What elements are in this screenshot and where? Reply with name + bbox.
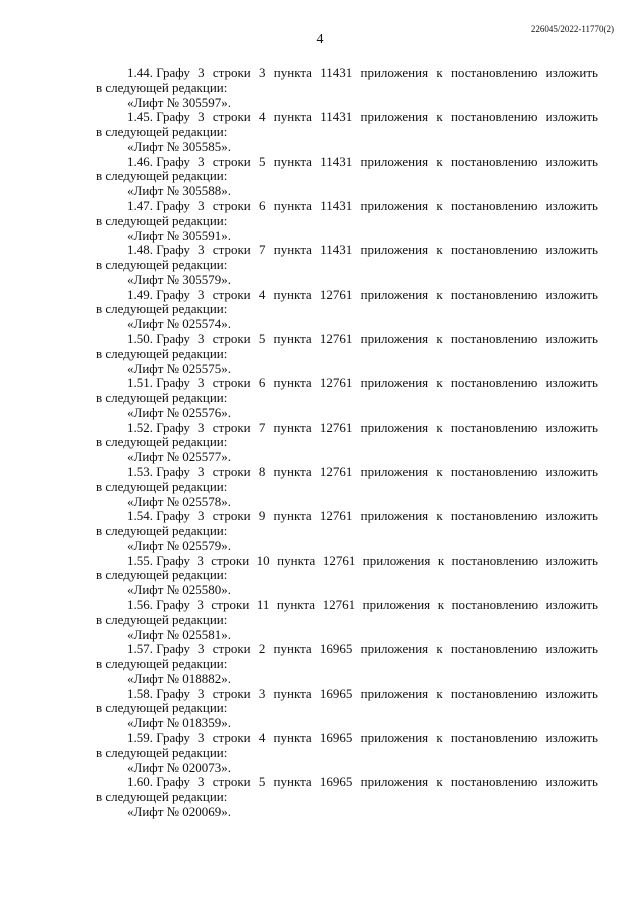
amendment-item: [96, 332, 598, 376]
amendment-word: 1.54. Графу: [127, 508, 190, 524]
amendment-word: приложения: [360, 109, 429, 125]
amendment-first-line: [96, 66, 598, 81]
amendment-word: постановлению: [450, 242, 538, 258]
amendment-first-line: [96, 465, 598, 480]
amendment-word: 3: [198, 197, 205, 213]
amendment-new-value: «Лифт № 025578».: [127, 493, 232, 509]
amendment-continuation: в следующей редакции:: [96, 567, 228, 583]
amendment-word: 12761: [319, 463, 353, 479]
amendment-new-value: «Лифт № 305597».: [127, 94, 232, 110]
amendment-first-line: [96, 509, 598, 524]
amendment-new-value: «Лифт № 305591».: [127, 227, 232, 243]
amendment-word: к: [437, 552, 445, 568]
amendment-word: 11431: [320, 153, 353, 169]
amendment-word: 11431: [320, 242, 353, 258]
amendment-word: приложения: [360, 685, 429, 701]
amendment-word: строки: [211, 596, 250, 612]
amendment-word: 11431: [320, 65, 353, 80]
amendment-word: приложения: [360, 774, 429, 790]
amendment-word: приложения: [360, 153, 429, 169]
amendment-word: пункта: [273, 419, 312, 435]
amendment-new-value: «Лифт № 025577».: [127, 449, 232, 465]
amendment-first-line: [96, 376, 598, 391]
amendment-continuation: в следующей редакции:: [96, 744, 228, 760]
amendment-word: пункта: [273, 286, 312, 302]
amendment-word: пункта: [273, 242, 312, 258]
amendment-word: 4: [259, 109, 266, 125]
amendment-word: 1.45. Графу: [127, 109, 190, 125]
amendment-word: 3: [258, 685, 266, 701]
amendment-continuation: в следующей редакции:: [96, 789, 228, 805]
amendment-word: приложения: [360, 330, 429, 346]
amendment-word: 12761: [319, 286, 353, 302]
amendment-word: изложить: [545, 508, 598, 524]
amendment-word: постановлению: [450, 65, 538, 80]
amendment-word: изложить: [545, 242, 598, 258]
amendment-continuation: в следующей редакции:: [96, 79, 228, 95]
amendment-word: к: [436, 242, 443, 258]
amendment-word: изложить: [545, 463, 598, 479]
amendment-word: 16965: [319, 774, 353, 790]
amendment-word: пункта: [273, 330, 312, 346]
amendment-word: постановлению: [450, 153, 538, 169]
amendment-word: изложить: [545, 153, 598, 169]
amendment-word: пункта: [276, 596, 316, 612]
amendment-word: приложения: [362, 596, 431, 612]
amendment-word: изложить: [545, 729, 598, 745]
document-id: 226045/2022-11770(2): [530, 24, 614, 34]
amendment-word: 1.56. Графу: [127, 596, 190, 612]
amendment-word: строки: [212, 641, 251, 657]
amendment-word: 3: [198, 685, 205, 701]
amendment-word: строки: [212, 286, 251, 302]
amendment-word: 7: [259, 242, 266, 258]
amendment-word: строки: [212, 109, 251, 125]
amendment-word: 12761: [322, 596, 356, 612]
amendment-new-value: «Лифт № 020069».: [127, 803, 232, 819]
amendment-item: [96, 598, 598, 642]
amendment-item: [96, 465, 598, 509]
amendment-word: к: [436, 375, 443, 391]
amendment-word: 7: [258, 419, 266, 435]
amendment-word: 1.58. Графу: [127, 685, 190, 701]
amendment-first-line: [96, 332, 598, 347]
amendment-new-value: «Лифт № 018359».: [127, 715, 232, 731]
amendment-word: постановлению: [450, 197, 538, 213]
amendment-word: 1.47. Графу: [127, 197, 190, 213]
amendment-item: [96, 421, 598, 465]
amendment-word: постановлению: [450, 330, 538, 346]
amendment-word: постановлению: [450, 641, 538, 657]
amendment-word: к: [436, 65, 443, 80]
amendment-word: пункта: [273, 463, 312, 479]
amendment-word: постановлению: [450, 419, 538, 435]
amendment-new-value: «Лифт № 025581».: [127, 626, 232, 642]
amendment-word: к: [436, 641, 443, 657]
amendment-continuation: в следующей редакции:: [96, 124, 228, 140]
amendment-word: изложить: [545, 286, 598, 302]
amendment-item: [96, 199, 598, 243]
amendment-word: 3: [198, 153, 205, 169]
amendment-word: пункта: [273, 109, 312, 125]
amendment-new-value: «Лифт № 018882».: [127, 670, 232, 686]
amendment-word: к: [436, 153, 443, 169]
amendment-word: 12761: [319, 508, 353, 524]
amendment-continuation: в следующей редакции:: [96, 523, 228, 539]
amendment-new-value: «Лифт № 025579».: [127, 537, 232, 553]
amendment-word: 1.59. Графу: [127, 729, 190, 745]
amendment-word: 12761: [319, 375, 353, 391]
amendment-word: строки: [212, 375, 251, 391]
amendment-word: 1.57. Графу: [127, 641, 190, 657]
amendment-word: изложить: [545, 774, 598, 790]
amendment-word: 4: [258, 729, 266, 745]
amendment-word: строки: [212, 330, 251, 346]
amendment-word: к: [436, 419, 443, 435]
amendment-word: 3: [198, 508, 205, 524]
amendment-first-line: [96, 642, 598, 657]
amendment-word: 3: [198, 242, 205, 258]
amendment-word: 3: [197, 596, 204, 612]
amendment-continuation: в следующей редакции:: [96, 301, 228, 317]
amendment-word: 10: [256, 552, 270, 568]
amendment-word: 6: [259, 197, 266, 213]
amendment-continuation: в следующей редакции:: [96, 700, 228, 716]
amendment-item: [96, 554, 598, 598]
amendment-first-line: [96, 731, 598, 746]
amendment-first-line: [96, 775, 598, 790]
amendment-continuation: в следующей редакции:: [96, 656, 228, 672]
amendment-word: 3: [198, 375, 205, 391]
amendment-word: 3: [198, 463, 205, 479]
amendment-word: пункта: [273, 685, 312, 701]
amendment-word: постановлению: [450, 774, 538, 790]
amendment-list: [96, 66, 598, 820]
amendment-word: постановлению: [451, 552, 539, 568]
amendment-new-value: «Лифт № 025575».: [127, 360, 232, 376]
amendment-word: 1.55. Графу: [127, 552, 190, 568]
amendment-word: строки: [212, 242, 251, 258]
amendment-first-line: [96, 554, 598, 569]
amendment-word: постановлению: [450, 729, 538, 745]
amendment-first-line: [96, 243, 598, 258]
amendment-word: 3: [198, 641, 205, 657]
amendment-word: 3: [198, 65, 205, 80]
amendment-word: 16965: [319, 685, 353, 701]
amendment-new-value: «Лифт № 025574».: [127, 316, 232, 332]
amendment-word: пункта: [273, 375, 312, 391]
amendment-word: 1.53. Графу: [127, 463, 190, 479]
amendment-new-value: «Лифт № 025580».: [127, 582, 232, 598]
amendment-first-line: [96, 110, 598, 125]
amendment-word: 11: [256, 596, 270, 612]
amendment-word: к: [436, 109, 443, 125]
amendment-item: [96, 110, 598, 154]
amendment-item: [96, 288, 598, 332]
amendment-word: 9: [258, 508, 266, 524]
amendment-word: приложения: [360, 729, 429, 745]
amendment-new-value: «Лифт № 020073».: [127, 759, 232, 775]
amendment-word: 1.48. Графу: [127, 242, 190, 258]
amendment-continuation: в следующей редакции:: [96, 345, 228, 361]
amendment-word: пункта: [273, 729, 312, 745]
amendment-item: [96, 687, 598, 731]
amendment-word: 5: [258, 330, 266, 346]
amendment-item: [96, 642, 598, 686]
amendment-continuation: в следующей редакции:: [96, 434, 228, 450]
amendment-word: 1.52. Графу: [127, 419, 190, 435]
amendment-word: 11431: [320, 197, 353, 213]
amendment-word: постановлению: [450, 508, 538, 524]
amendment-word: 12761: [319, 419, 353, 435]
amendment-first-line: [96, 199, 598, 214]
amendment-new-value: «Лифт № 305585».: [127, 138, 232, 154]
amendment-word: 5: [258, 774, 266, 790]
amendment-word: приложения: [362, 552, 431, 568]
amendment-word: пункта: [273, 508, 312, 524]
amendment-word: 5: [259, 153, 266, 169]
amendment-word: пункта: [273, 153, 312, 169]
amendment-first-line: [96, 288, 598, 303]
amendment-word: к: [437, 596, 445, 612]
amendment-word: к: [436, 463, 443, 479]
amendment-word: приложения: [360, 419, 429, 435]
amendment-new-value: «Лифт № 305579».: [127, 271, 232, 287]
amendment-word: 16965: [319, 729, 353, 745]
amendment-word: изложить: [545, 596, 598, 612]
amendment-word: постановлению: [450, 375, 538, 391]
amendment-word: 1.44. Графу: [127, 65, 190, 80]
amendment-item: [96, 155, 598, 199]
amendment-word: к: [436, 685, 443, 701]
amendment-item: [96, 66, 598, 110]
amendment-word: строки: [212, 729, 251, 745]
amendment-item: [96, 376, 598, 420]
amendment-word: изложить: [545, 419, 598, 435]
amendment-word: 3: [259, 65, 266, 80]
amendment-word: 3: [198, 286, 205, 302]
amendment-word: изложить: [545, 552, 598, 568]
amendment-word: к: [436, 729, 443, 745]
amendment-continuation: в следующей редакции:: [96, 611, 228, 627]
amendment-word: пункта: [273, 641, 312, 657]
amendment-continuation: в следующей редакции:: [96, 212, 228, 228]
amendment-word: приложения: [360, 65, 429, 80]
amendment-word: 3: [198, 419, 205, 435]
amendment-word: изложить: [545, 197, 598, 213]
amendment-first-line: [96, 155, 598, 170]
amendment-word: строки: [211, 552, 250, 568]
amendment-first-line: [96, 687, 598, 702]
amendment-first-line: [96, 421, 598, 436]
amendment-word: 3: [197, 552, 204, 568]
amendment-word: приложения: [360, 508, 429, 524]
amendment-word: 1.49. Графу: [127, 286, 190, 302]
amendment-word: изложить: [545, 330, 598, 346]
amendment-word: постановлению: [451, 596, 539, 612]
amendment-item: [96, 775, 598, 819]
amendment-word: к: [436, 286, 443, 302]
amendment-word: 1.51. Графу: [127, 375, 190, 391]
amendment-word: 3: [198, 774, 205, 790]
amendment-word: строки: [212, 197, 251, 213]
amendment-word: изложить: [545, 685, 598, 701]
amendment-word: постановлению: [450, 463, 538, 479]
amendment-item: [96, 509, 598, 553]
amendment-word: 8: [258, 463, 266, 479]
amendment-word: строки: [212, 419, 251, 435]
amendment-word: изложить: [545, 65, 598, 80]
amendment-word: 3: [198, 109, 205, 125]
amendment-word: 6: [258, 375, 266, 391]
amendment-word: 4: [258, 286, 266, 302]
amendment-word: приложения: [360, 463, 429, 479]
amendment-word: к: [436, 330, 443, 346]
amendment-word: пункта: [273, 197, 312, 213]
amendment-word: приложения: [360, 197, 429, 213]
amendment-word: пункта: [273, 774, 312, 790]
amendment-word: к: [436, 197, 443, 213]
amendment-continuation: в следующей редакции:: [96, 168, 228, 184]
amendment-item: [96, 243, 598, 287]
amendment-continuation: в следующей редакции:: [96, 478, 228, 494]
amendment-word: постановлению: [450, 109, 538, 125]
amendment-word: 2: [258, 641, 266, 657]
amendment-word: 3: [198, 330, 205, 346]
amendment-word: изложить: [545, 375, 598, 391]
amendment-word: приложения: [360, 242, 429, 258]
amendment-word: приложения: [360, 375, 429, 391]
amendment-word: 1.60. Графу: [127, 774, 190, 790]
amendment-word: 11431: [320, 109, 353, 125]
amendment-word: строки: [212, 685, 251, 701]
amendment-continuation: в следующей редакции:: [96, 257, 228, 273]
amendment-new-value: «Лифт № 025576».: [127, 404, 232, 420]
amendment-item: [96, 731, 598, 775]
amendment-word: пункта: [273, 65, 312, 80]
amendment-first-line: [96, 598, 598, 613]
amendment-word: 1.46. Графу: [127, 153, 190, 169]
amendment-word: строки: [212, 774, 251, 790]
amendment-word: строки: [212, 508, 251, 524]
amendment-word: постановлению: [450, 286, 538, 302]
amendment-continuation: в следующей редакции:: [96, 390, 228, 406]
amendment-word: 3: [198, 729, 205, 745]
amendment-word: 12761: [322, 552, 356, 568]
amendment-word: строки: [212, 65, 251, 80]
amendment-word: к: [436, 774, 443, 790]
amendment-word: 16965: [319, 641, 353, 657]
amendment-word: строки: [212, 153, 251, 169]
amendment-word: постановлению: [450, 685, 538, 701]
amendment-word: 12761: [319, 330, 353, 346]
amendment-word: пункта: [277, 552, 316, 568]
amendment-word: к: [436, 508, 443, 524]
amendment-word: приложения: [360, 641, 429, 657]
amendment-word: 1.50. Графу: [127, 330, 190, 346]
amendment-word: строки: [212, 463, 251, 479]
amendment-word: изложить: [545, 641, 598, 657]
amendment-new-value: «Лифт № 305588».: [127, 183, 232, 199]
page-number: 4: [316, 32, 324, 47]
amendment-word: приложения: [360, 286, 429, 302]
amendment-word: изложить: [545, 109, 598, 125]
